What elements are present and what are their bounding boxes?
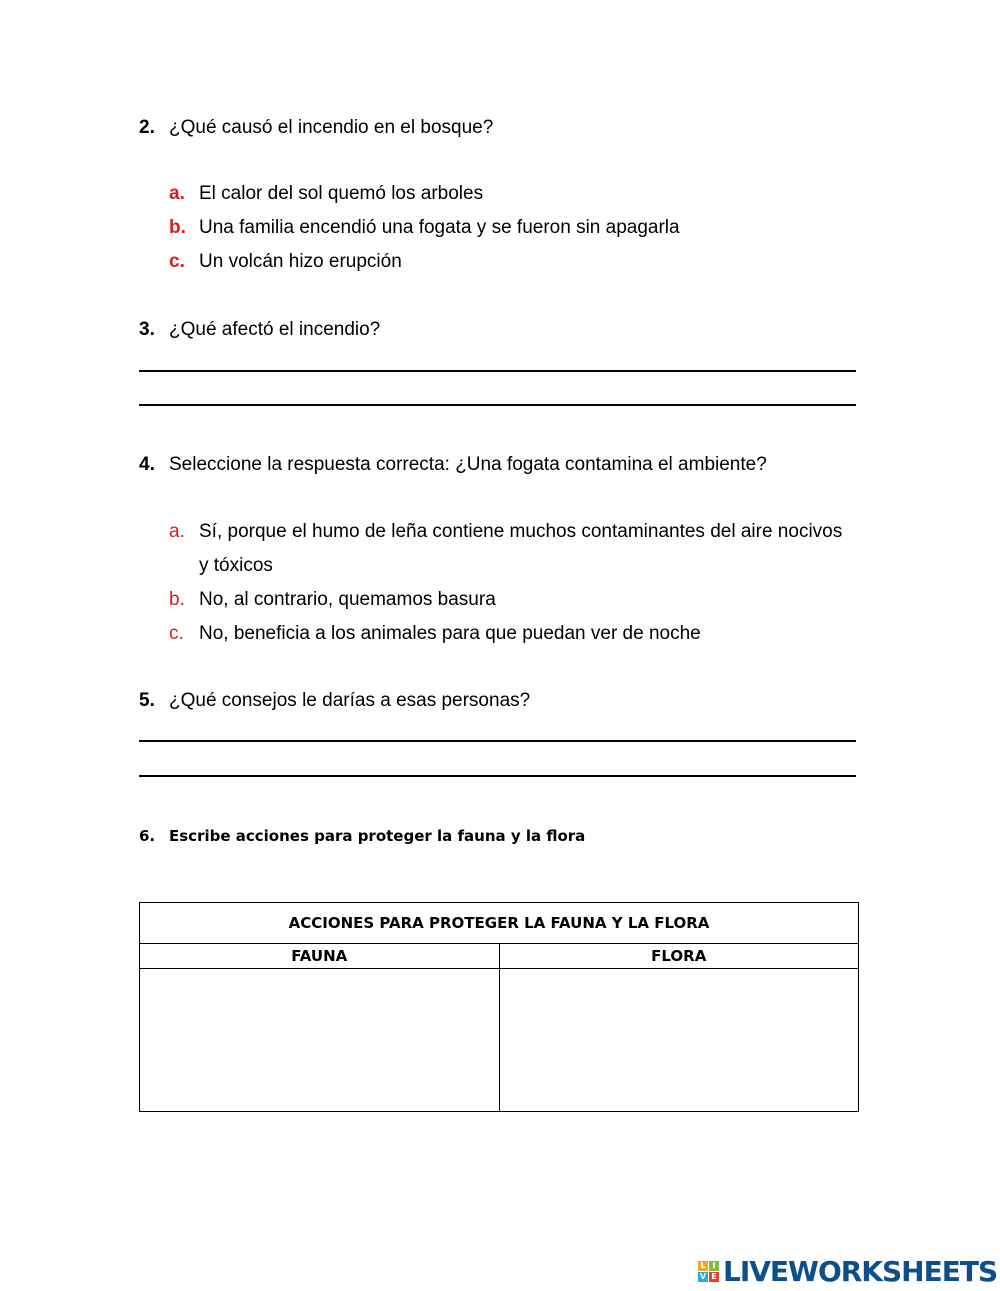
- q4-option-a[interactable]: [169, 521, 842, 543]
- option-text: Una familia encendió una fogata y se fueron sin apagarla: [199, 217, 680, 238]
- question-text: ¿Qué consejos le darías a esas personas?: [169, 690, 531, 711]
- logo-mark-letter: L: [698, 1261, 708, 1271]
- q2-option-c[interactable]: [169, 251, 402, 273]
- option-text: No, al contrario, quemamos basura: [199, 589, 496, 610]
- option-text: Sí, porque el humo de leña contiene muchos contaminantes del aire nocivos: [199, 521, 843, 542]
- q2-option-a[interactable]: [169, 183, 483, 205]
- option-letter: a.: [169, 521, 185, 542]
- question-4: [139, 454, 767, 476]
- option-letter: c.: [169, 623, 184, 644]
- question-number: 5.: [139, 690, 155, 711]
- option-letter: b.: [169, 217, 186, 238]
- q4-option-c[interactable]: [169, 623, 701, 645]
- liveworksheets-logo: [698, 1255, 997, 1287]
- question-text: Escribe acciones para proteger la fauna y la flora: [169, 827, 586, 845]
- option-text: El calor del sol quemó los arboles: [199, 183, 484, 204]
- answer-line[interactable]: [139, 404, 856, 406]
- question-6: [139, 827, 585, 845]
- answer-line[interactable]: [139, 775, 856, 777]
- question-number: 2.: [139, 117, 155, 138]
- q4-option-a-continuation: [199, 555, 273, 577]
- answer-line[interactable]: [139, 740, 856, 742]
- logo-text: LIVEWORKSHEETS: [723, 1254, 998, 1288]
- column-header-fauna: FAUNA: [140, 944, 500, 969]
- option-letter: a.: [169, 183, 185, 204]
- column-header-flora: FLORA: [499, 944, 859, 969]
- question-text: ¿Qué afectó el incendio?: [169, 319, 381, 340]
- fauna-answer-cell[interactable]: [140, 969, 500, 1112]
- option-letter: b.: [169, 589, 185, 610]
- option-letter: c.: [169, 251, 185, 272]
- option-text: y tóxicos: [199, 555, 273, 576]
- answer-line[interactable]: [139, 370, 856, 372]
- question-number: 6.: [139, 827, 156, 845]
- logo-mark-letter: V: [699, 1271, 707, 1281]
- q4-option-b[interactable]: [169, 589, 496, 611]
- logo-mark-letter: I: [709, 1261, 719, 1271]
- actions-table: [139, 902, 859, 1112]
- logo-mark: [698, 1261, 719, 1282]
- flora-answer-cell[interactable]: [499, 969, 859, 1112]
- table-title: ACCIONES PARA PROTEGER LA FAUNA Y LA FLORA: [140, 903, 859, 944]
- option-text: Un volcán hizo erupción: [199, 251, 402, 272]
- question-number: 4.: [139, 454, 155, 475]
- question-3: [139, 319, 380, 341]
- logo-mark-letter: E: [709, 1272, 719, 1282]
- question-5: [139, 690, 530, 712]
- question-text: ¿Qué causó el incendio en el bosque?: [169, 117, 494, 138]
- q2-option-b[interactable]: [169, 217, 680, 239]
- option-text: No, beneficia a los animales para que puedan ver de noche: [199, 623, 701, 644]
- question-text: Seleccione la respuesta correcta: ¿Una fogata contamina el ambiente?: [169, 454, 767, 475]
- question-number: 3.: [139, 319, 155, 340]
- question-2: [139, 117, 493, 139]
